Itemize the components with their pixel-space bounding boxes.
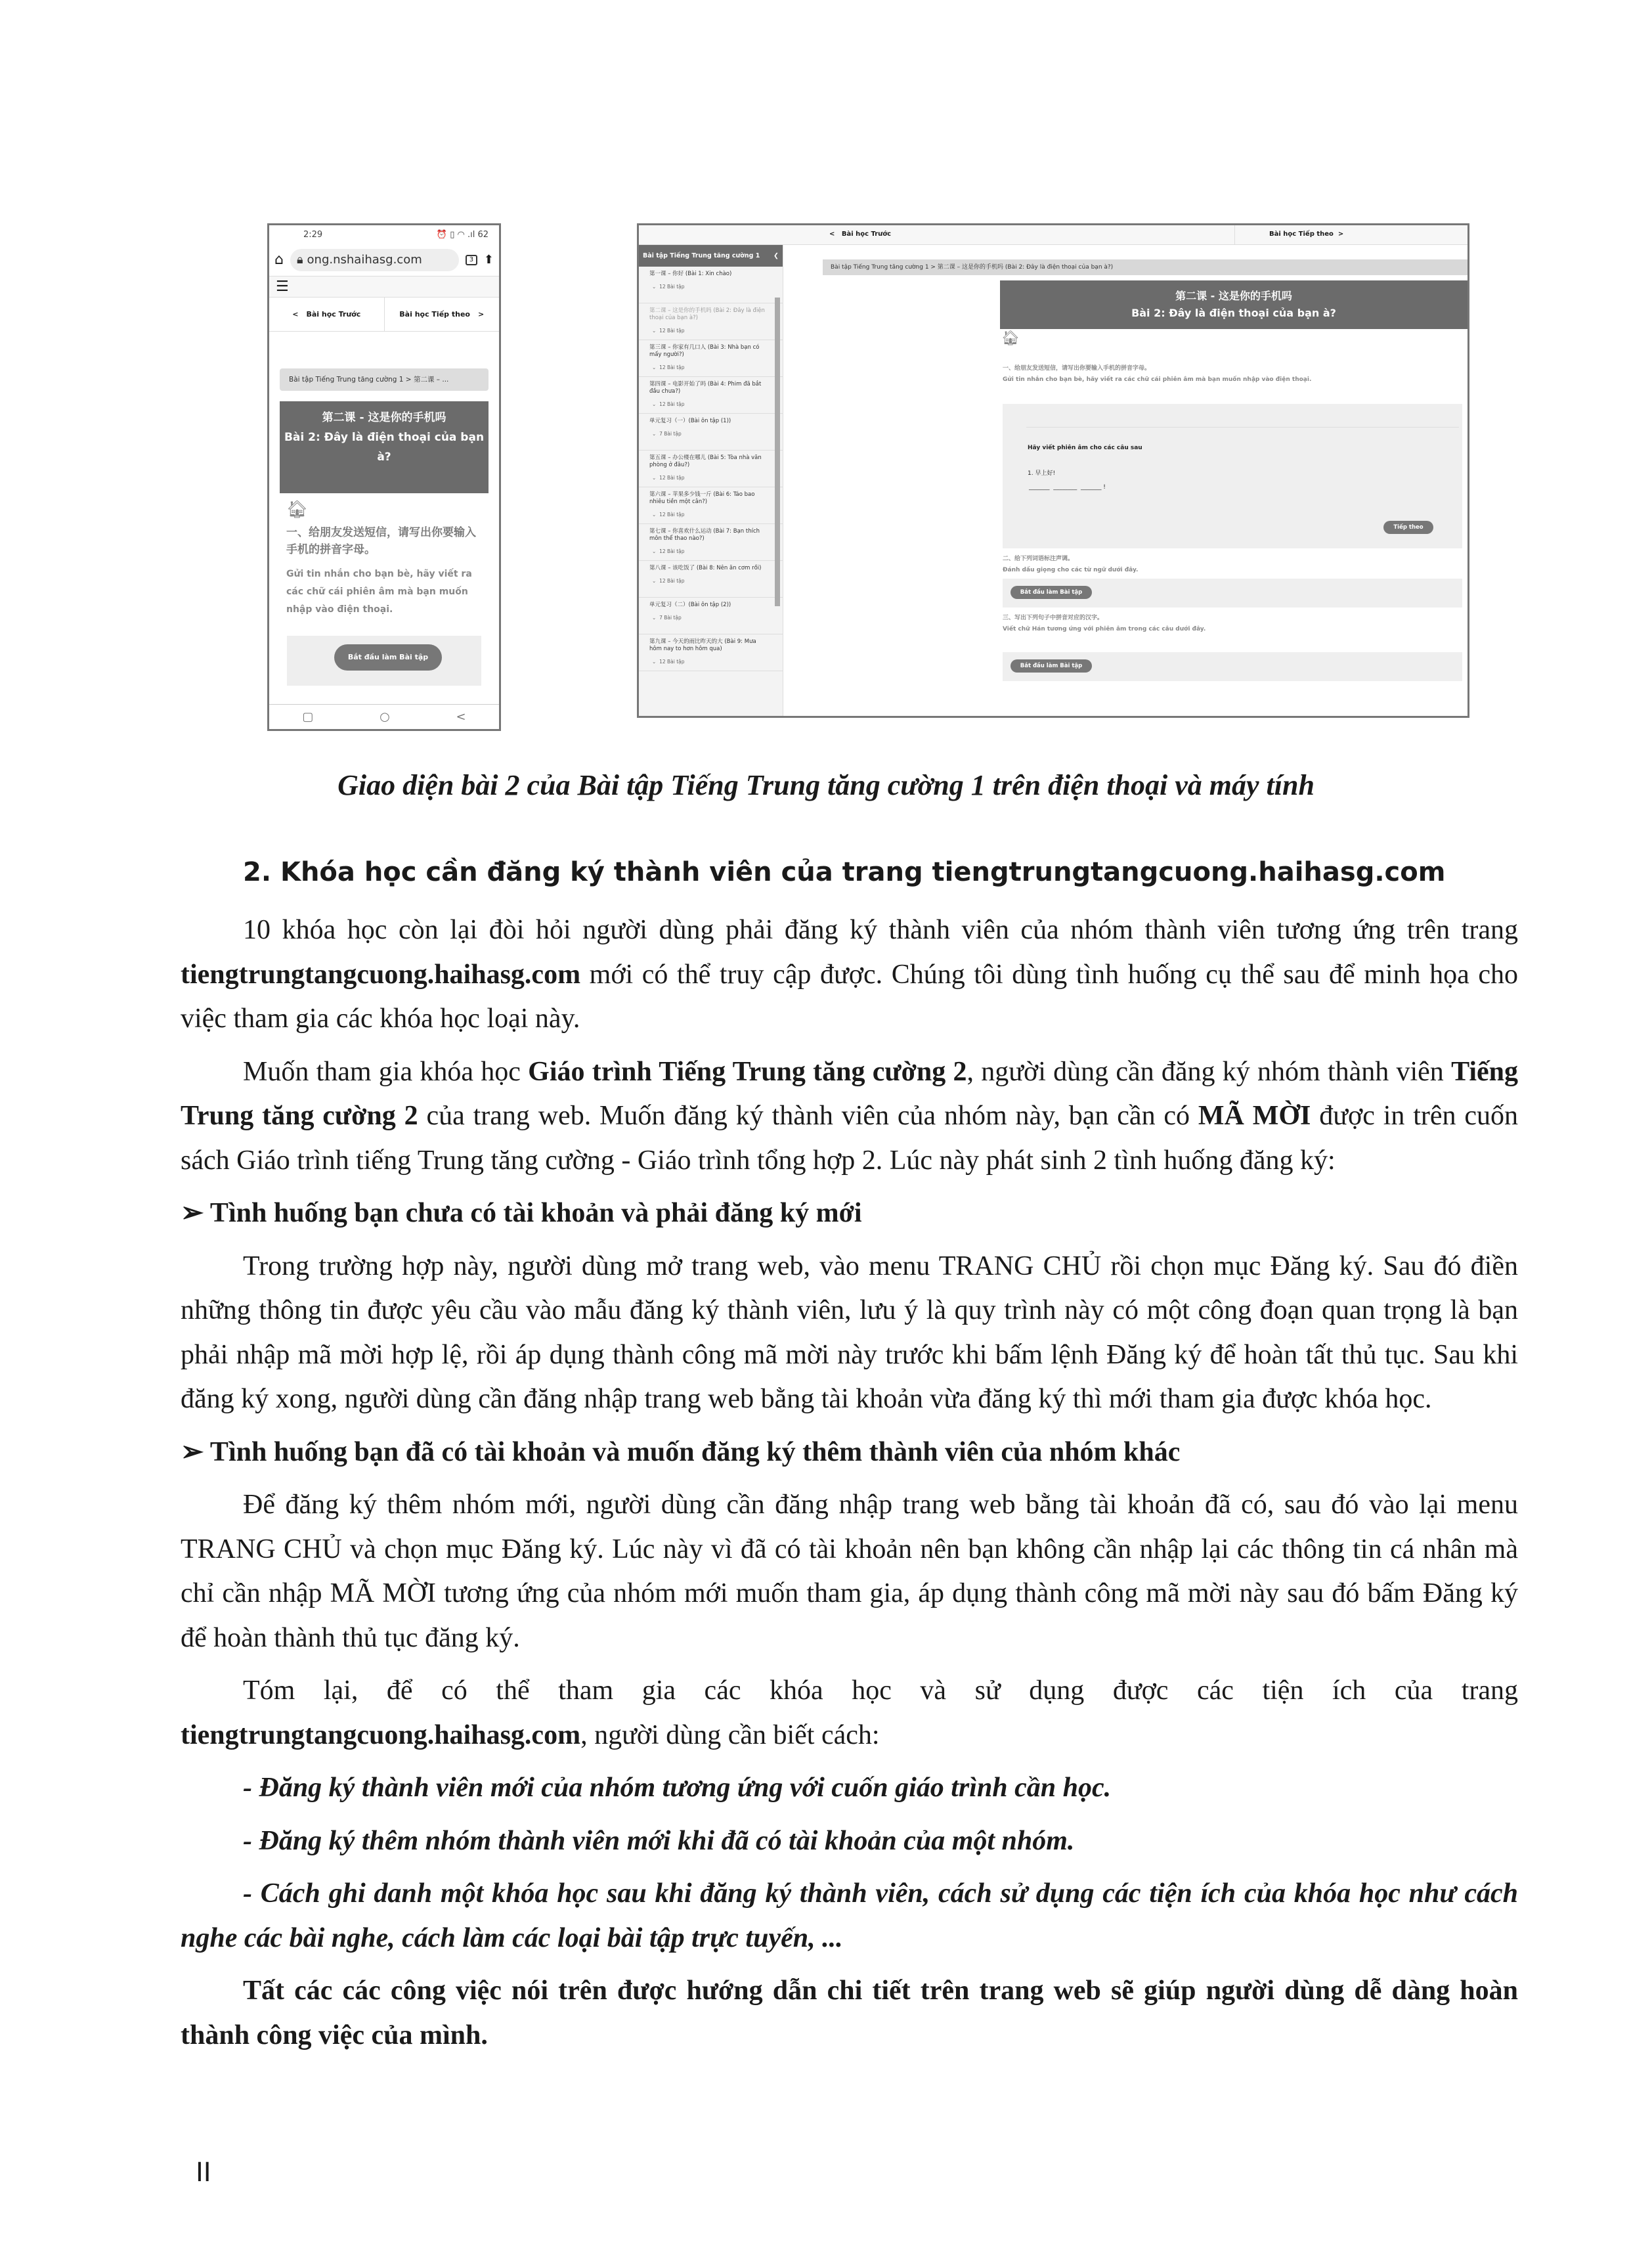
paragraph: Tất các các công việc nói trên được hướng dẫn chi tiết trên trang web sẽ giúp người dùng dễ dàng hoàn thành công việc của mình. [181,1976,1518,2050]
next-lesson-button[interactable]: Bài học Tiếp theo > [1269,231,1344,238]
chevron-left-icon: < [292,310,299,319]
sidebar-header: Bài tập Tiếng Trung tăng cường 1 ❮ [639,245,783,267]
sidebar-item-label: 单元复习（二）(Bài ôn tập (2)) [649,602,731,608]
sidebar-item[interactable] [639,561,783,598]
sidebar-item[interactable] [639,340,783,377]
exercise-box [287,636,481,686]
paragraph: Tóm lại, để có thể tham gia các khóa học và sử dụng được các tiện ích của trang tiengtrungtangcuong.haihasg.com, người dùng cần biết cách: [181,1675,1518,1750]
exercise-count[interactable]: ⌄ 12 Bài tập [652,578,685,584]
bullet-heading: ➢ Tình huống bạn đã có tài khoản và muốn đăng ký thêm thành viên của nhóm khác [181,1436,1181,1467]
lesson-title: 第二课 - 这是你的手机吗 Bài 2: Đây là điện thoại của bạn à? [280,401,489,493]
section-heading: 2. Khóa học cần đăng ký thành viên của trang tiengtrungtangcuong.haihasg.com [243,857,1446,887]
hamburger-icon[interactable]: ☰ [269,277,499,298]
exercise-count[interactable]: ⌄ 7 Bài tập [652,615,682,621]
sidebar-item[interactable] [639,303,783,340]
start-exercise-button[interactable]: Bắt đầu làm Bài tập [1011,586,1092,599]
bullet-heading: ➢ Tình huống bạn chưa có tài khoản và phải đăng ký mới [181,1198,862,1228]
sidebar-item[interactable] [639,634,783,671]
section-title-vi: Gửi tin nhắn cho bạn bè, hãy viết ra các chữ cái phiên âm mà bạn muốn nhập vào điện thoại. [286,569,472,615]
android-nav-bar [269,704,499,729]
lesson-nav [639,225,1467,245]
sidebar-item-label: 第四课 – 电影开始了吗 (Bài 4: Phim đã bắt đầu chưa?) [649,381,762,395]
answer-blanks[interactable]: _______ ________ _______ ! [1029,484,1106,491]
list-item: - Đăng ký thêm nhóm thành viên mới khi đã có tài khoản của một nhóm. [243,1825,1075,1856]
sidebar-item-label: 第八课 – 该吃饭了 (Bài 8: Nên ăn cơm rồi) [649,565,762,571]
breadcrumb[interactable]: Bài tập Tiếng Trung tăng cường 1 > 第二课 – 这是你的手机吗 (Bài 2: Đây là điện thoại của bạn à?) [823,259,1467,275]
exercise-count[interactable]: ⌄ 12 Bài tập [652,365,685,370]
sidebar [639,245,783,716]
lock-icon: 🔒︎ [296,253,303,267]
sidebar-item[interactable] [639,598,783,634]
collapse-icon[interactable]: ❮ [773,252,779,259]
paragraph: Để đăng ký thêm nhóm mới, người dùng cần đăng nhập trang web bằng tài khoản đã có, sau đó vào lại menu TRANG CHỦ và chọn mục Đăng ký. Lúc này vì đã có tài khoản nên bạn không cần nhập lại các thông tin cá nhân mà chỉ cần nhập MÃ MỜI tương ứng của nhóm mới muốn tham gia, áp dụng thành công mã mời này sau đó bấm Đăng ký để hoàn thành thủ tục đăng ký. [181,1490,1518,1653]
exercise-prompt: Hãy viết phiên âm cho các câu sau [1028,445,1142,451]
paragraph: Trong trường hợp này, người dùng mở trang web, vào menu TRANG CHỦ rồi chọn mục Đăng ký. Sau đó điền những thông tin được yêu cầu vào mẫu đăng ký thành viên, lưu ý là quy trình này có một công đoạn quan trọng là bạn phải nhập mã mời hợp lệ, rồi áp dụng thành công mã mời này trước khi bấm lệnh Đăng ký để hoàn tất thủ tục. Sau khi đăng ký xong, người dùng cần đăng nhập trang web bằng tài khoản vừa đăng ký thì mới tham gia được khóa học. [181,1251,1518,1414]
exercise-item: 1. 早上好! [1028,470,1056,477]
desktop-screenshot [637,223,1469,718]
sidebar-item[interactable] [639,414,783,451]
exercise-count[interactable]: ⌄ 12 Bài tập [652,548,685,554]
scrollbar[interactable] [775,298,780,606]
lesson-nav [269,298,499,332]
status-bar [269,225,499,244]
chevron-right-icon: > [477,310,485,319]
sidebar-item[interactable] [639,487,783,524]
sidebar-item[interactable] [639,377,783,414]
battery-indicator: ⏰ ▯ ◠ .ıl 62 [436,229,489,240]
paragraph: Muốn tham gia khóa học Giáo trình Tiếng Trung tăng cường 2, người dùng cần đăng ký nhóm thành viên Tiếng Trung tăng cường 2 của trang web. Muốn đăng ký thành viên của nhóm này, bạn cần có MÃ MỜI được in trên cuốn sách Giáo trình tiếng Trung tăng cường - Giáo trình tổng hợp 2. Lúc này phát sinh 2 tình huống đăng ký: [181,1056,1518,1176]
sidebar-item-label: 第七课 – 你喜欢什么运动 (Bài 7: Bạn thích môn thể thao nào?) [649,528,760,542]
clock: 2:29 [303,229,323,240]
sidebar-item-label: 第一课 – 你好 (Bài 1: Xin chào) [649,271,732,277]
sidebar-item-label: 第二课 – 这是你的手机吗 (Bài 2: Đây là điện thoại của bạn à?) [649,307,765,321]
recent-apps-icon[interactable]: ▢ [302,710,314,724]
sidebar-item-label: 单元复习（一）(Bài ôn tập (1)) [649,418,731,424]
next-button[interactable]: Tiếp theo [1383,521,1433,534]
exercise-count[interactable]: ⌄ 12 Bài tập [652,512,685,518]
home-icon[interactable]: ⌂ [274,252,284,268]
list-item: - Đăng ký thành viên mới của nhóm tương ứng với cuốn giáo trình cần học. [243,1773,1112,1803]
exercise-count[interactable]: ⌄ 7 Bài tập [652,431,682,437]
page-number: II [196,2158,211,2188]
start-exercise-button[interactable]: Bắt đầu làm Bài tập [334,644,442,671]
sidebar-item-label: 第九课 – 今天的雨比昨天的大 (Bài 9: Mưa hôm nay to hơn hôm qua) [649,638,756,652]
home-icon[interactable]: 🏠︎ [286,500,309,520]
exercise-count[interactable]: ⌄ 12 Bài tập [652,401,685,407]
sidebar-item-label: 第六课 – 苹果多少钱一斤 (Bài 6: Táo bao nhiêu tiền một cân?) [649,491,755,505]
section-title-zh: 一、给朋友发送短信，请写出你要输入手机的拼音字母。 [286,526,476,556]
exercise-count[interactable]: ⌄ 12 Bài tập [652,659,685,665]
exercise-box [1003,652,1462,681]
browser-bar [269,244,499,277]
section-2: 二、给下列词语标注声调。 Đánh dấu giọng cho các từ ngữ dưới đây. [1003,556,1139,573]
home-icon[interactable]: 🏠︎ [1001,330,1020,347]
start-exercise-button[interactable]: Bắt đầu làm Bài tập [1011,659,1092,673]
url-field[interactable]: 🔒︎ ong.nshaihasg.com [290,249,459,271]
sidebar-item[interactable] [639,267,783,303]
sidebar-item[interactable] [639,524,783,561]
sidebar-item-label: 第五课 – 办公楼在哪儿 (Bài 5: Tòa nhà văn phòng ở đâu?) [649,454,762,468]
home-circle-icon[interactable]: ○ [380,710,390,724]
section-1: 一、给朋友发送短信，请写出你要输入手机的拼音字母。 Gửi tin nhắn cho bạn bè, hãy viết ra các chữ cái phiên âm mà bạn muốn nhập vào điện thoại. [1003,365,1312,383]
article-body [181,908,1518,2066]
exercise-count[interactable]: ⌄ 12 Bài tập [652,475,685,481]
exercise-box [1003,579,1462,608]
tabs-button[interactable]: 3 [466,255,477,265]
sidebar-item-label: 第三课 – 你家有几口人 (Bài 3: Nhà bạn có mấy người?) [649,344,760,358]
upload-icon[interactable]: ⬆ [483,253,494,267]
figure-caption: Giao diện bài 2 của Bài tập Tiếng Trung tăng cường 1 trên điện thoại và máy tính [337,769,1315,801]
paragraph: 10 khóa học còn lại đòi hỏi người dùng phải đăng ký thành viên của nhóm thành viên tương ứng trên trang tiengtrungtangcuong.haihasg.com mới có thể truy cập được. Chúng tôi dùng tình huống cụ thể sau để minh họa cho việc tham gia các khóa học loại này. [181,915,1518,1034]
sidebar-item[interactable] [639,451,783,487]
next-lesson-button[interactable]: Bài học Tiếp theo > [399,310,485,319]
lesson-title: 第二课 - 这是你的手机吗 Bài 2: Đây là điện thoại của bạn à? [1000,280,1467,329]
breadcrumb[interactable]: Bài tập Tiếng Trung tăng cường 1 > 第二课 – ... [280,368,489,391]
prev-lesson-button[interactable]: < Bài học Trước [829,231,892,238]
exercise-count[interactable]: ⌄ 12 Bài tập [652,284,685,290]
phone-screenshot [267,223,501,731]
prev-lesson-button[interactable]: < Bài học Trước [269,298,385,331]
exercise-box [1003,404,1462,548]
back-icon[interactable]: < [456,710,466,724]
list-item: - Cách ghi danh một khóa học sau khi đăng ký thành viên, cách sử dụng các tiện ích của khóa học như cách nghe các bài nghe, cách làm các loại bài tập trực tuyến, ... [181,1878,1518,1953]
section-3: 三、写出下列句子中拼音对应的汉字。 Viết chữ Hán tương ứng với phiên âm trong các câu dưới đây. [1003,615,1206,632]
exercise-count[interactable]: ⌄ 12 Bài tập [652,328,685,334]
